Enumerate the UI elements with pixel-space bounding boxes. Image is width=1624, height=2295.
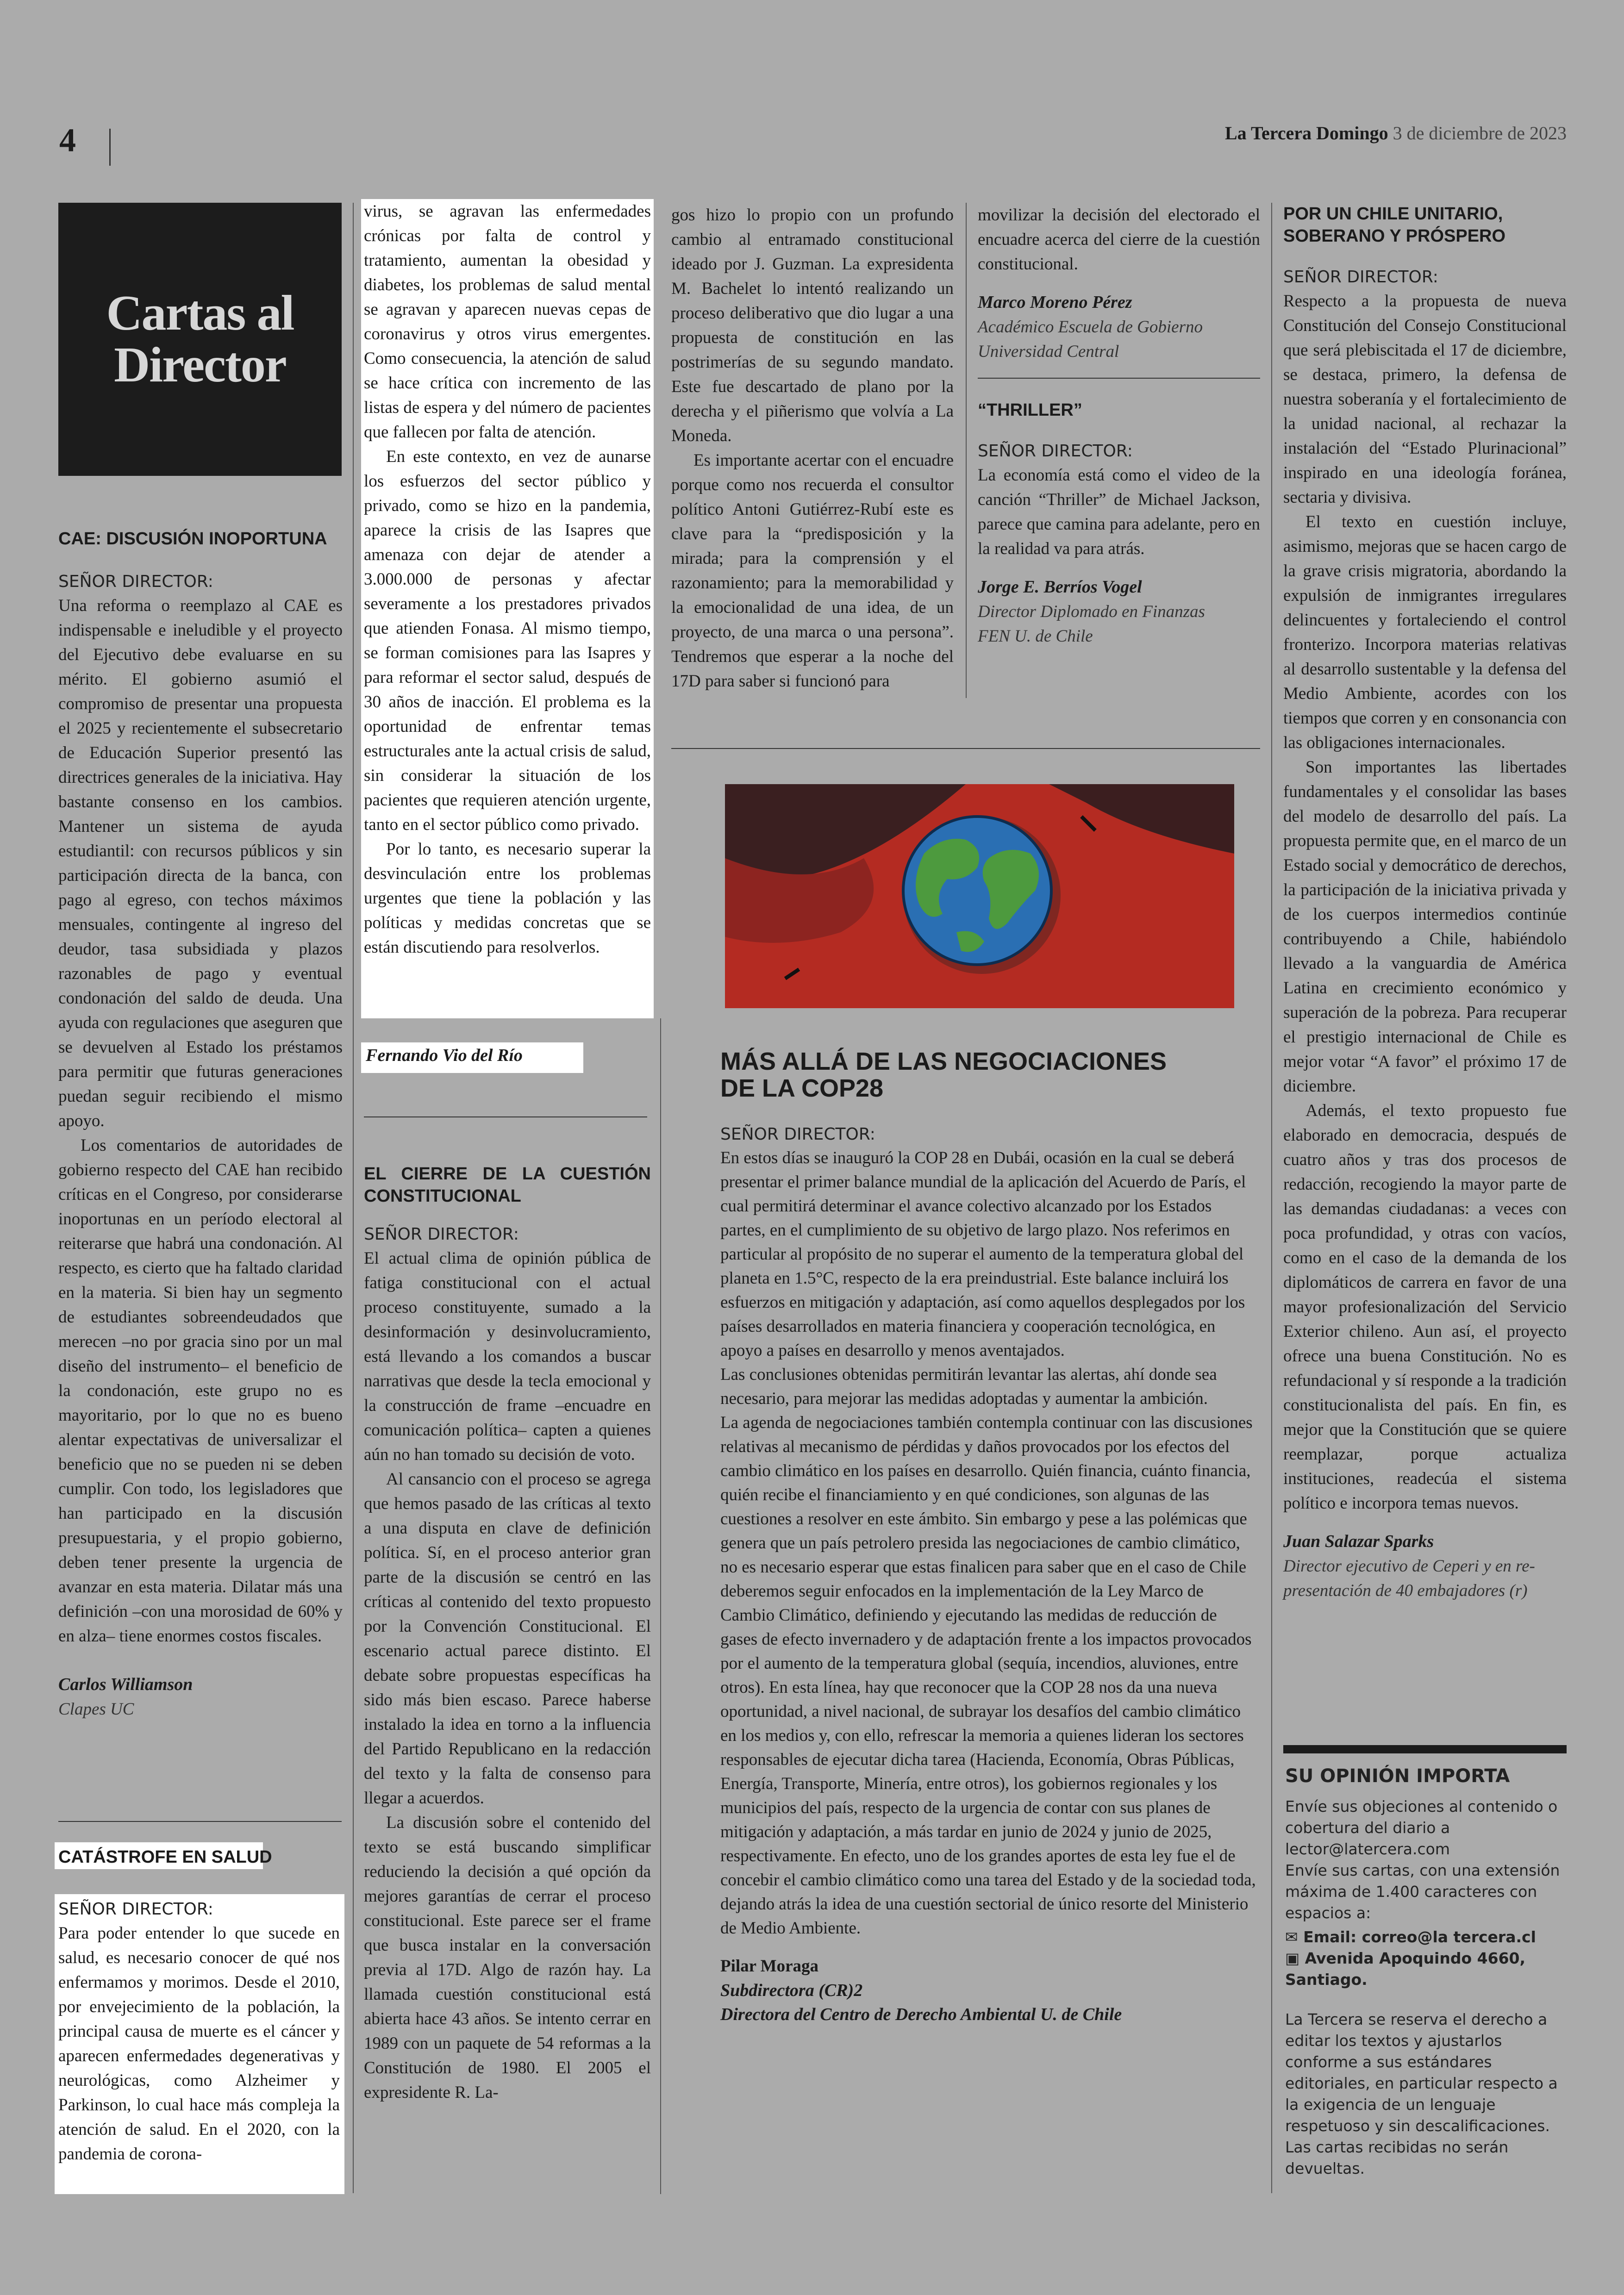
- column-3: [671, 203, 954, 693]
- section-logo: [58, 203, 342, 476]
- opinion-title: SU OPINIÓN IMPORTA: [1285, 1765, 1510, 1787]
- divider: [58, 1821, 342, 1822]
- envelope-icon: ✉: [1285, 1928, 1304, 1946]
- letter-affiliation: Director ejecutivo de Ceperi y en re-: [1283, 1557, 1535, 1576]
- newspaper-name: La Tercera Domingo: [1224, 123, 1388, 143]
- letter-paragraph: Una reforma o reemplazo al CAE es indispensable e ineludible y el proyecto del Ejecutivo debe evaluarse en su mérito. El gobierno asumió el compromiso de presentar una propuesta el 2025 y recientemente el subsecretario de Educación Superior presentó las directrices generales de la iniciativa. Hay bastante consenso en los cambios. Mantener un sistema de ayuda estudiantil: con recursos públicos y sin participación directa de la banca, con pago al egreso, con techos máximos mensuales, contingente al ingreso del deudor, tasa subsidiada y plazos razonables de pago y eventual condonación del saldo de deuda. Una ayuda con regulaciones que aseguren que se devuelven al Estado los préstamos para permitir que futuras generaciones puedan seguir recibiendo el mismo apoyo.: [58, 596, 343, 1130]
- column-2-bottom: [364, 1163, 651, 2105]
- letter-title-cae: CAE: DISCUSIÓN INOPORTUNA: [58, 529, 327, 549]
- letter-signature: Pilar Moraga: [720, 1957, 819, 1976]
- opinion-text: Envíe sus objeciones al contenido o cobertura del diario a: [1285, 1797, 1558, 1837]
- opinion-box-rule: [1283, 1745, 1567, 1753]
- letter-title-cierre: EL CIERRE DE LA CUESTIÓN CONSTITUCIONAL: [364, 1164, 651, 1206]
- letter-title-chile: POR UN CHILE UNITARIO, SOBERANO Y PRÓSPERO: [1283, 204, 1506, 246]
- globe-illustration: [725, 784, 1234, 1008]
- header-divider: [109, 129, 111, 166]
- page-number: 4: [59, 122, 76, 159]
- letter-affiliation: Subdirectora (CR)2: [720, 1981, 863, 2000]
- letter-affiliation: Académico Escuela de Gobierno: [978, 318, 1203, 337]
- letter-paragraph: virus, se agravan las enfermedades crónicas por falta de control y tratamiento, aumentan la obesidad y diabetes, los problemas de salud mental se agravan y aparecen nuevas cepas de coronavirus y otros virus emergentes. Como consecuencia, la atención de salud se hace crítica con incremento de las listas de espera y del número de pacientes que fallecen por falta de atención.: [364, 202, 651, 442]
- letter-paragraph: Es importante acertar con el encuadre porque como nos recuerda el consultor político Antoni Gutiérrez-Rubí este es clave para la “predisposición y la mirada; para la comprensión y el razonamiento; para la memorabilidad y la emocionalidad de una idea, de un proyecto, de una marca o una persona”. Tendremos que esperar a la noche del 17D para saber si funcionó para: [671, 451, 954, 691]
- mailbox-icon: ▣: [1285, 1949, 1305, 1967]
- letter-paragraph: Respecto a la propuesta de nueva Constitución del Consejo Constitucional que será plebiscitada el 17 de diciembre, se destaca, primero, la defensa de nuestra soberanía y el fortalecimiento de la unidad nacional, al rechazar la instalación del “Estado Plurinacional” inspirado en una ideología foránea, sectaria y divisiva.: [1283, 292, 1567, 507]
- divider: [364, 1116, 647, 1117]
- globe-image: [725, 784, 1234, 1008]
- letter-paragraph: Los comentarios de autoridades de gobierno respecto del CAE han recibido críticas en el Congreso, por considerarse inoportunas en un período electoral al reiterarse que habrá una condonación. Al respecto, es cierto que ha faltado claridad en la materia. Si bien hay un segmento de estudiantes sobreendeudados que merecen –no por gracia sino por un mal diseño del instrumento– el beneficio de la condonación, este grupo no es mayoritario, por lo que no es bueno alentar expectativas de universalizar el beneficio que no se pueden ni se deben cumplir. Con todo, los legisladores que han participado en la discusión presupuestaria, y el propio gobierno, deben tener presente la urgencia de avanzar en esta materia. Dilatar más una definición –con una morosidad de 60% y en alza– tiene enormes costos fiscales.: [58, 1136, 343, 1646]
- salutation: SEÑOR DIRECTOR:: [58, 1900, 213, 1919]
- letter-title-thriller: “THRILLER”: [978, 400, 1082, 420]
- opinion-email[interactable]: Email: correo@la tercera.cl: [1303, 1928, 1536, 1946]
- letter-paragraph: El actual clima de opinión pública de fatiga constitucional con el actual proceso constituyente, sumado a la desinformación y desinvolucramiento, está llevando a los comandos a buscar narrativas que desde la tecla emocional y la construcción de frame –encuadre en comunicación política– capten a quienes aún no han tomado su decisión de voto.: [364, 1249, 651, 1464]
- opinion-email-link[interactable]: lector@latercera.com: [1285, 1840, 1450, 1858]
- column-rule: [353, 203, 354, 2193]
- letter-signature: Jorge E. Berríos Vogel: [978, 577, 1142, 597]
- letter-title-cop28: MÁS ALLÁ DE LAS NEGOCIACIONES: [720, 1048, 1167, 1075]
- column-1-bottom: [58, 1898, 340, 2166]
- column-5: [1283, 203, 1567, 1603]
- salutation: SEÑOR DIRECTOR:: [720, 1125, 875, 1144]
- column-rule: [966, 203, 967, 698]
- letter-paragraph: La economía está como el video de la canción “Thriller” de Michael Jackson, parece que camina para adelante, pero en la realidad va para atrás.: [978, 466, 1260, 558]
- letter-signature: Fernando Vio del Río: [366, 1046, 523, 1065]
- letter-affiliation: Directora del Centro de Derecho Ambiental U. de Chile: [720, 2005, 1122, 2024]
- letter-paragraph: En estos días se inauguró la COP 28 en Dubái, ocasión en la cual se deberá presentar el primer balance mundial de la aplicación del Acuerdo de París, el cual permitirá determinar el avance colectivo alcanzado por los Estados partes, en el cumplimiento de su objetivo de largo plazo. Nos referimos en particular al propósito de no superar el aumento de la temperatura global del planeta en 1.5°C, respecto de la era preindustrial. Este balance incluirá los esfuerzos en mitigación y adaptación, así como aquellos desplegados por los países desarrollados en materia financiera y cooperación tecnológica, en apoyo a países en desarrollo y menos aventajados.: [720, 1148, 1246, 1360]
- masthead: [1225, 122, 1567, 144]
- column-4: [978, 203, 1260, 649]
- divider: [978, 364, 1260, 379]
- letter-affiliation: Universidad Central: [978, 342, 1119, 361]
- letter-paragraph: Al cansancio con el proceso se agrega que hemos pasado de las críticas al texto a una disputa en clave de definición política. Sí, en el proceso anterior gran parte de la discusión se centró en las críticas al contenido del texto propuesto por la Convención Constitucional. El escenario actual parece distinto. El debate sobre propuestas específicas ha sido más bien escaso. Parece haberse instalado la idea en torno a la influencia del Partido Republicano en la redacción del texto y la falta de consenso para llegar a acuerdos.: [364, 1470, 651, 1808]
- salutation: SEÑOR DIRECTOR:: [978, 442, 1133, 461]
- letter-title-salud: CATÁSTROFE EN SALUD: [58, 1847, 272, 1867]
- letter-signature: Juan Salazar Sparks: [1283, 1532, 1434, 1551]
- letter-affiliation: Clapes UC: [58, 1700, 134, 1719]
- letter-affiliation: presentación de 40 embajadores (r): [1283, 1581, 1528, 1600]
- letter-paragraph: Para poder entender lo que sucede en salud, es necesario conocer de qué nos enfermamos y morimos. Desde el 2010, por envejecimiento de la población, la principal causa de muerte es el cáncer y aparecen enfermedades degenerativas y neurológicas, como Alzheimer y Parkinson, lo cual hace más compleja la atención de salud. En el 2020, con la pandemia de corona-: [58, 1924, 340, 2164]
- letter-paragraph: El texto en cuestión incluye, asimismo, mejoras que se hacen cargo de la grave crisis migratoria, abordando la expulsión de inmigrantes irregulares delincuentes y fortaleciendo el control fronterizo. Incorpora materias relativas al desarrollo sustentable y la defensa del Medio Ambiente, acordes con los tiempos que corren y en consonancia con las obligaciones internacionales.: [1283, 512, 1567, 752]
- opinion-address: Avenida Apoquindo 4660, Santiago.: [1285, 1949, 1526, 1989]
- letter-paragraph: En este contexto, en vez de aunarse los esfuerzos del sector público y privado, como se hizo en la pandemia, aparece la crisis de las Isapres que amenaza con dejar de atender a 3.000.000 de personas y afectar severamente a los prestadores privados que atienden Fonasa. Al mismo tiempo, se forman comisiones para las Isapres y para reformar el sector salud, después de 30 años de inacción. El problema es la oportunidad de enfrentar temas estructurales ante la actual crisis de salud, sin considerar la situación de los pacientes que requieren atención urgente, tanto en el sector público como privado.: [364, 447, 651, 834]
- opinion-text: Envíe sus cartas, con una extensión máxima de 1.400 caracteres con espacios a:: [1285, 1861, 1560, 1922]
- letter-title-cop28-2: DE LA COP28: [720, 1074, 884, 1102]
- letter-paragraph: gos hizo lo propio con un profundo cambio al entramado constitucional ideado por J. Guzman. La expresidenta M. Bachelet lo intentó realizando un proceso deliberativo que dio lugar a una propuesta de constitución en las postrimerías de su segundo mandato. Este fue descartado de plano por la derecha y el piñerismo que volvía a La Moneda.: [671, 206, 954, 445]
- letter-paragraph: Además, el texto propuesto fue elaborado en democracia, después de cuatro años y tras dos procesos de redacción, recogiendo la mayor parte de las demandas ciudadanas: a veces con poca profundidad, y otras con vacíos, como en el caso de la demanda de los diplomáticos de carrera en favor de una mayor profesionalización del Servicio Exterior chileno. Aun así, el proyecto ofrece una buena Constitución. No es refundacional y sí responde a la tradición constitucionalista del país. En fin, es mejor que la Constitución que se quiere reemplazar, porque actualiza instituciones, readecúa el sistema político e incorpora temas nuevos.: [1283, 1101, 1567, 1513]
- letter-paragraph: Por lo tanto, es necesario superar la desvinculación entre los problemas urgentes que tiene la población y las políticas y medidas concretas que se están discutiendo para resolverlos.: [364, 840, 651, 957]
- column-2: [364, 199, 651, 960]
- letter-affiliation: Director Diplomado en Finanzas: [978, 602, 1205, 621]
- letter-affiliation: FEN U. de Chile: [978, 627, 1093, 646]
- column-rule: [660, 1018, 661, 2194]
- section-logo-line1: Cartas al: [106, 286, 294, 341]
- letter-paragraph: movilizar la decisión del electorado el encuadre acerca del cierre de la cuestión constitucional.: [978, 206, 1260, 274]
- section-logo-line2: Director: [114, 337, 286, 393]
- salutation: SEÑOR DIRECTOR:: [58, 572, 213, 591]
- letter-paragraph: Las conclusiones obtenidas permitirán levantar las alertas, ahí donde sea necesario, para mejorar las medidas adoptadas y aumentar la ambición.: [720, 1365, 1217, 1408]
- issue-date: 3 de diciembre de 2023: [1393, 123, 1567, 143]
- letter-paragraph: La agenda de negociaciones también contempla continuar con las discusiones relativas al mecanismo de pérdidas y daños provocados por los efectos del cambio climático en los países en desarrollo. Quién financia, cuánto financia, quién recibe el financiamiento y en qué condiciones, son algunas de las cuestiones a resolver en este ámbito. Sin embargo y pese a las polémicas que genera que un país petrolero presida las negociaciones de cambio climático, no es necesario esperar que estas finalicen para saber que en el caso de Chile deberemos seguir enfocados en la implementación de la Ley Marco de Cambio Climático, definiendo y ejecutando las medidas de reducción de gases de efecto invernadero y de adaptación frente a los impactos provocados por el aumento de la temperatura global (sequía, incendios, aluviones, entre otros). En esta línea, hay que reconocer que la COP 28 nos da una nueva oportunidad, a nivel nacional, de subrayar los desafíos del cambio climático en los medios y, con ello, refrescar la memoria a quienes lideran los sectores responsables de ejecutar dicha tarea (Hacienda, Economía, Obras Públicas, Energía, Transporte, Minería, entre otros), los gobiernos regionales y los municipios del país, respecto de la urgencia de contar con sus planes de mitigación y adaptación, a más tardar en junio de 2024 y junio de 2025, respectivamente. En efecto, uno de los grandes aportes de esta ley fue el de concebir el cambio climático como una tarea del Estado y de la sociedad toda, dejando atrás la idea de una cuestión sectorial de único resorte del Ministerio de Medio Ambiente.: [720, 1413, 1256, 1938]
- letter-signature: Marco Moreno Pérez: [978, 293, 1132, 312]
- column-rule: [1271, 203, 1272, 2193]
- letter-paragraph: Son importantes las libertades fundamentales y el consolidar las bases del modelo de desarrollo del país. La propuesta permite que, en el marco de un Estado social y democrático de derechos, la participación de la iniciativa privada y de los cuerpos intermedios continúe contribuyendo a Chile, habiéndolo llevado a la vanguardia de América Latina en crecimiento económico y superación de la pobreza. Para recuperar el prestigio internacional de Chile es mejor votar “A favor” el próximo 17 de diciembre.: [1283, 758, 1567, 1096]
- column-1: [58, 528, 343, 1721]
- salutation: SEÑOR DIRECTOR:: [1283, 268, 1438, 287]
- opinion-note: La Tercera se reserva el derecho a editar los textos y ajustarlos conforme a sus estándares editoriales, en particular respecto a la exigencia de un lenguaje respetuoso y sin descalificaciones. Las cartas recibidas no serán devueltas.: [1285, 2010, 1558, 2177]
- letter-signature: Carlos Williamson: [58, 1675, 193, 1694]
- letter-paragraph: La discusión sobre el contenido del texto se está buscando simplificar reduciendo la decisión a qué opción da mejores garantías de cerrar el proceso constitucional. Este parece ser el frame que busca instalar en la conversación previa al 17D. Algo de razón hay. La llamada cuestión constitucional está abierta hace 43 años. Se intento cerrar en 1989 con un paquete de 54 reformas a la Constitución de 1980. El 2005 el expresidente R. La-: [364, 1813, 651, 2102]
- cop28-letter: [720, 1048, 1257, 2027]
- opinion-box: [1285, 1765, 1566, 2179]
- salutation: SEÑOR DIRECTOR:: [364, 1225, 519, 1244]
- divider: [671, 748, 1260, 749]
